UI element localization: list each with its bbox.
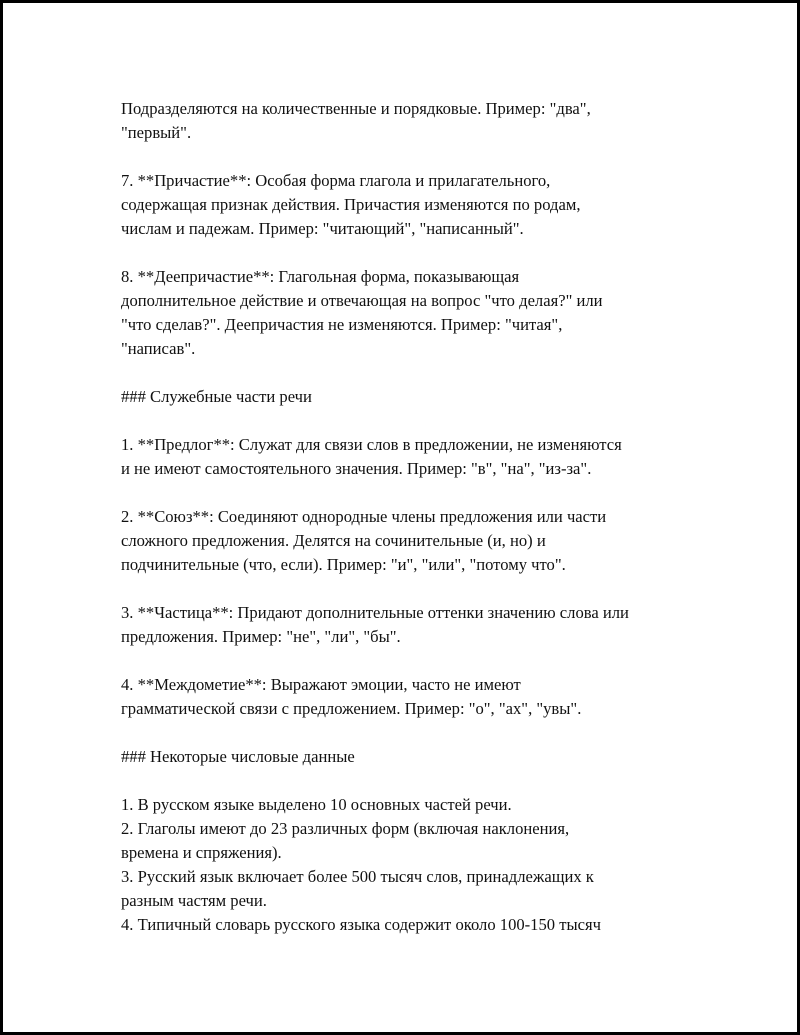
text-line: "первый". xyxy=(121,123,192,142)
text-line: дополнительное действие и отвечающая на вопрос "что делая?" или xyxy=(121,291,603,310)
blank-line xyxy=(121,241,701,265)
text-line: подчинительные (что, если). Пример: "и", "или", "потому что". xyxy=(121,555,566,574)
text-line: 3. **Частица**: Придают дополнительные оттенки значению слова или xyxy=(121,603,629,622)
blank-line xyxy=(121,409,701,433)
text-line: 2. Глаголы имеют до 23 различных форм (включая наклонения, xyxy=(121,819,570,838)
text-line: и не имеют самостоятельного значения. Пример: "в", "на", "из-за". xyxy=(121,459,592,478)
text-line: 7. **Причастие**: Особая форма глагола и прилагательного, xyxy=(121,171,551,190)
text-line: сложного предложения. Делятся на сочинительные (и, но) и xyxy=(121,531,546,550)
blank-line xyxy=(121,481,701,505)
text-line: 2. **Союз**: Соединяют однородные члены предложения или части xyxy=(121,507,607,526)
blank-line xyxy=(121,649,701,673)
text-line: "что сделав?". Деепричастия не изменяются. Пример: "читая", xyxy=(121,315,563,334)
text-line: "написав". xyxy=(121,339,196,358)
text-line: 1. **Предлог**: Служат для связи слов в предложении, не изменяются xyxy=(121,435,622,454)
text-line: 4. **Междометие**: Выражают эмоции, часто не имеют xyxy=(121,675,521,694)
text-line: разным частям речи. xyxy=(121,891,267,910)
section-heading: ### Служебные части речи xyxy=(121,387,312,406)
text-line: 4. Типичный словарь русского языка содержит около 100-150 тысяч xyxy=(121,915,601,934)
document-body xyxy=(121,97,701,937)
section-heading: ### Некоторые числовые данные xyxy=(121,747,355,766)
blank-line xyxy=(121,721,701,745)
blank-line xyxy=(121,361,701,385)
text-line: содержащая признак действия. Причастия изменяются по родам, xyxy=(121,195,581,214)
text-line: 1. В русском языке выделено 10 основных частей речи. xyxy=(121,795,512,814)
text-line: предложения. Пример: "не", "ли", "бы". xyxy=(121,627,401,646)
text-line: 3. Русский язык включает более 500 тысяч слов, принадлежащих к xyxy=(121,867,594,886)
text-line: времена и спряжения). xyxy=(121,843,282,862)
text-line: грамматической связи с предложением. Пример: "о", "ах", "увы". xyxy=(121,699,582,718)
text-line: Подразделяются на количественные и порядковые. Пример: "два", xyxy=(121,99,591,118)
text-line: 8. **Деепричастие**: Глагольная форма, показывающая xyxy=(121,267,520,286)
blank-line xyxy=(121,769,701,793)
text-line: числам и падежам. Пример: "читающий", "написанный". xyxy=(121,219,524,238)
blank-line xyxy=(121,577,701,601)
blank-line xyxy=(121,145,701,169)
